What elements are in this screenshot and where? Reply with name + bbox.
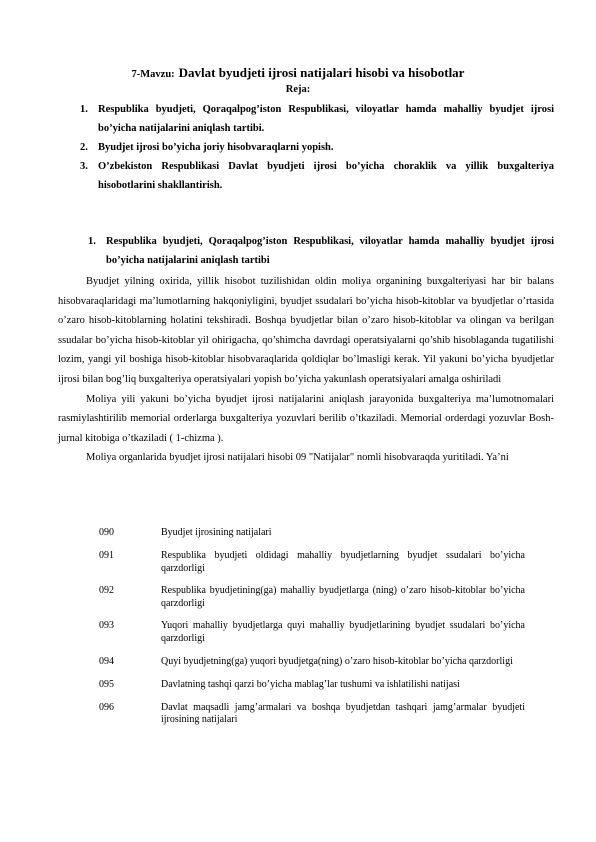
table-row xyxy=(58,620,554,645)
topic-title xyxy=(0,64,596,82)
plan-item xyxy=(80,100,554,138)
paragraph: Moliya organlarida byudjet ijrosi natijalari hisobi 09 "Natijalar" nomli hisobvaraqda yuritiladi. Ya’ni xyxy=(86,452,509,464)
paragraph: Moliya yili yakuni bo’yicha byudjet ijrosi natijalarini aniqlash jarayonida buxgalteriya ma’lumotnomalari rasmiylashtirilib memorial orderlarga buxgalteriya yozuvlari berilib o’tkaziladi. Memorial orderdagi yozuvlar Bosh-jurnal kitobiga o’tkaziladi ( 1-chizma ). xyxy=(58,393,554,444)
account-description: Yuqori mahalliy byudjetlarga quyi mahalliy byudjetlarining byudjet ssudalari bo’yicha qarzdorligi xyxy=(161,620,525,644)
table-row xyxy=(58,679,554,692)
plan-item-number: 3. xyxy=(80,161,88,172)
account-description: Quyi byudjetning(ga) yuqori byudjetga(ning) o’zaro hisob-kitoblar bo’yicha qarzdorligi xyxy=(161,655,513,667)
plan-item xyxy=(80,138,554,157)
account-code: 090 xyxy=(99,527,114,538)
plan-list xyxy=(80,100,554,195)
body-text xyxy=(58,272,554,468)
account-code: 095 xyxy=(99,678,114,690)
account-code: 092 xyxy=(99,585,114,597)
plan-item-text: Byudjet ijrosi bo’yicha joriy hisobvaraqlarni yopish. xyxy=(98,142,334,153)
plan-item-text: O’zbekiston Respublikasi Davlat byudjeti ijrosi bo’yicha choraklik va yillik buxgalteriya hisobotlarini shakllantirish. xyxy=(98,161,554,191)
account-code: 093 xyxy=(99,620,114,632)
plan-item xyxy=(80,157,554,195)
plan-item-number: 1. xyxy=(80,104,88,115)
section-heading-text: Respublika byudjeti, Qoraqalpog’iston Respublikasi, viloyatlar hamda mahalliy byudjet ijrosi bo’yicha natijalarini aniqlash tartibi xyxy=(106,236,554,266)
accounts-table xyxy=(58,527,554,737)
table-row xyxy=(58,550,554,575)
table-row xyxy=(58,656,554,669)
topic-prefix: 7-Mavzu: xyxy=(131,69,175,80)
account-description: Respublika byudjeti oldidagi mahalliy byudjetlarning byudjet ssudalari bo’yicha qarzdorligi xyxy=(161,550,525,574)
topic-title-text: Davlat byudjeti ijrosi natijalari hisobi va hisobotlar xyxy=(178,65,465,80)
account-description: Byudjet ijrosining natijalari xyxy=(161,527,272,538)
account-description: Davlat maqsadli jamg’armalari va boshqa byudjetdan tashqari jamg’armalar byudjeti ijrosining natijalari xyxy=(161,701,525,726)
plan-label: Reja: xyxy=(285,84,311,95)
account-description: Respublika byudjetining(ga) mahalliy byudjetlarga (ning) o’zaro hisob-kitoblar bo’yicha qarzdorligi xyxy=(161,585,525,609)
table-row xyxy=(58,702,554,727)
table-row xyxy=(58,585,554,610)
account-code: 096 xyxy=(99,701,114,713)
table-row xyxy=(58,527,554,540)
account-code: 094 xyxy=(99,655,114,667)
plan-item-number: 2. xyxy=(80,142,88,153)
section-heading xyxy=(88,232,554,270)
plan-item-text: Respublika byudjeti, Qoraqalpog’iston Respublikasi, viloyatlar hamda mahalliy byudjet ijrosi bo’yicha natijalarini aniqlash tartibi. xyxy=(98,104,554,134)
account-code: 091 xyxy=(99,550,114,561)
paragraph: Byudjet yilning oxirida, yillik hisobot tuzilishidan oldin moliya organining buxgalteriyasi har bir balans hisobvaraqlaridagi ma’lumotlarning hakqoniyligini, byudjet ssudalari bo’yicha hisob-kitoblar va byudjetlar o’rtasida o’zaro hisob-kitoblarning holatini tekshiradi. Boshqa byudjetlar bilan o’zaro hisob-kitoblar va olingan va berilgan ssudalar bo’yicha hisob-kitoblar yil ohirigacha, qo’shimcha davrdagi operatsiyalarni qo’shib hisoblaganda tugatilishi lozim, yangi yil boshiga hisob-kitoblar hisobvaraqlarida qoldiqlar bo’lmasligi kerak. Yil yakuni bo’yicha byudjetlar ijrosi bilan bog’liq buxgalteriya operatsiyalari yopish bo’yicha yakunlash operatsiyalari amalga oshiriladi xyxy=(58,276,554,385)
account-description: Davlatning tashqi qarzi bo’yicha mablag’lar tushumi va ishlatilishi natijasi xyxy=(161,678,460,690)
section-number: 1. xyxy=(88,236,96,247)
